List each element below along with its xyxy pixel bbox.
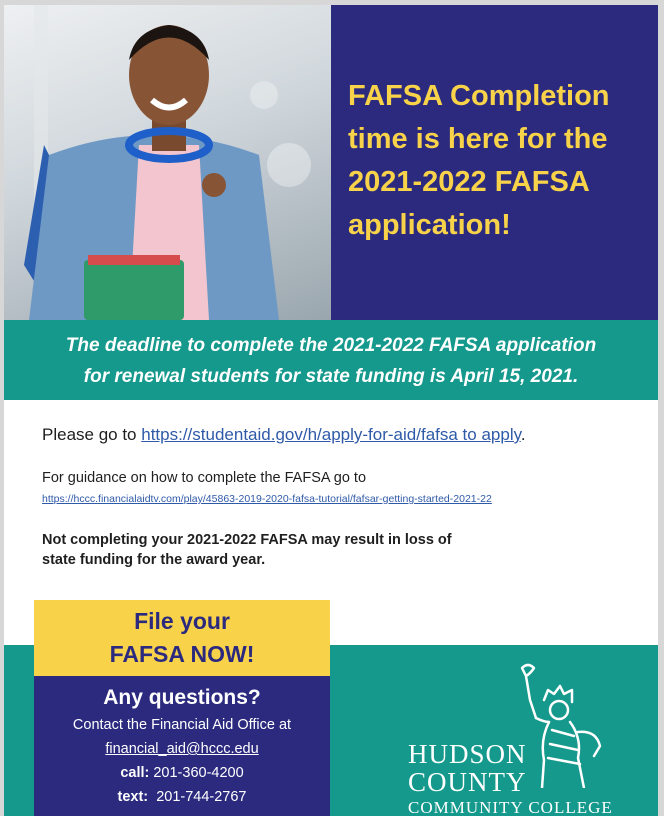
cta-line-2: FAFSA NOW! [109,641,255,667]
deadline-banner [4,320,658,400]
contact-panel [34,676,330,816]
headline: FAFSA Completion time is here for the 2021-2022 FAFSA application! [348,80,610,241]
contact-title: Any questions? [103,686,261,709]
file-now-callout [34,600,330,676]
call-row [34,761,330,785]
logo-line-1: HUDSON [408,739,527,769]
intro-prefix: Please go to [42,425,142,444]
intro-suffix: . [520,425,526,444]
deadline-text [4,330,658,392]
deadline-line-2: for renewal students for state funding is April 15, 2021. [83,366,579,387]
logo-line-2: COUNTY [408,767,527,797]
deadline-line-1: The deadline to complete the 2021-2022 FAFSA application [65,335,597,356]
apply-instruction [42,425,526,445]
funding-warning: Not completing your 2021-2022 FAFSA may result in loss of state funding for the award year. [42,532,452,568]
text-row [34,785,330,809]
call-label: call: [120,765,150,781]
guidance-text: For guidance on how to complete the FAFSA go to [42,470,367,486]
student-photo [4,5,331,320]
tutorial-link[interactable]: https://hccc.financialaidtv.com/play/45863-2019-2020-fafsa-tutorial/fafsar-getting-started-2021-22 [42,493,492,505]
cta-line-1: File your [134,608,230,634]
text-label: text: [117,789,149,805]
contact-email-link[interactable]: financial_aid@hccc.edu [105,741,259,757]
student-illustration [4,5,331,320]
contact-email-row [34,737,330,761]
flyer-page [4,5,658,816]
contact-text: Contact the Financial Aid Office at [72,717,292,733]
logo-line-3: COMMUNITY COLLEGE [408,798,613,816]
apply-link[interactable]: https://studentaid.gov/h/apply-for-aid/fafsa to apply [141,425,521,444]
text-number[interactable]: 201-744-2767 [156,789,247,805]
call-number[interactable]: 201-360-4200 [153,765,244,781]
headline-panel [331,5,658,320]
hccc-logo [404,660,644,816]
